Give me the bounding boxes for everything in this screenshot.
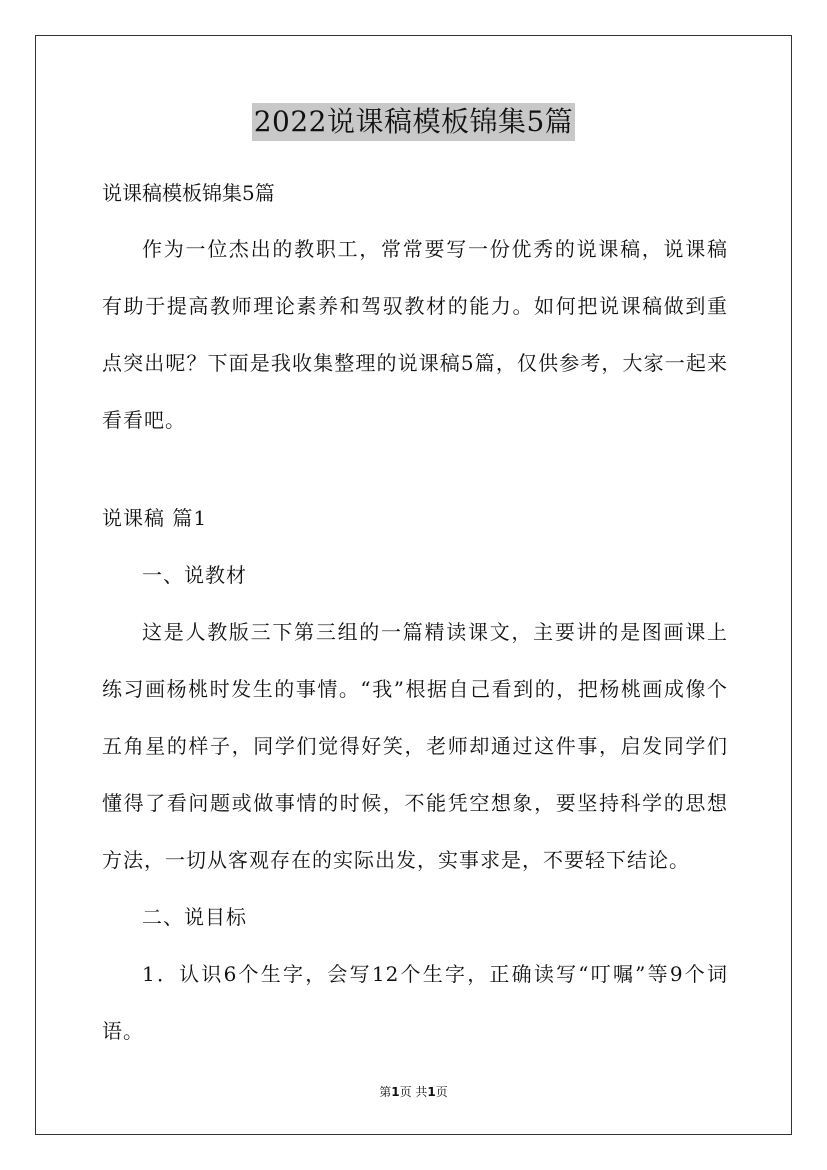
footer-suffix: 页 (435, 1085, 448, 1099)
document-body (102, 173, 728, 1060)
footer-prefix: 第 (379, 1085, 392, 1099)
document-subtitle: 说课稿模板锦集5篇 (102, 181, 275, 205)
part1-heading: 一、说教材 (142, 563, 247, 587)
part2-heading: 二、说目标 (142, 905, 247, 929)
spacer (102, 449, 728, 490)
document-title: 2022说课稿模板锦集5篇 (252, 103, 576, 141)
part1-paragraph: 这是人教版三下第三组的一篇精读课文，主要讲的是图画课上练习画杨桃时发生的事情。“我”根据自己看到的，把杨桃画成像个五角星的样子，同学们觉得好笑，老师却通过这件事，启发同学们懂得了看问题或做事情的时候，不能凭空想象，要坚持科学的思想方法，一切从客观存在的实际出发，实事求是，不要轻下结论。 (102, 620, 728, 872)
footer-mid: 页 共 (399, 1085, 428, 1099)
footer-page-number: 1 (391, 1085, 400, 1099)
page-footer (0, 1083, 827, 1100)
intro-paragraph: 作为一位杰出的教职工，常常要写一份优秀的说课稿，说课稿有助于提高教师理论素养和驾驭教材的能力。如何把说课稿做到重点突出呢？下面是我收集整理的说课稿5篇，仅供参考，大家一起来看看吧。 (102, 237, 728, 432)
goal1-paragraph: 1．认识6个生字，会写12个生字，正确读写“叮嘱”等9个词语。 (102, 962, 728, 1043)
section-heading: 说课稿 篇1 (102, 506, 208, 530)
footer-page-total: 1 (427, 1085, 436, 1099)
title-container (0, 103, 827, 141)
